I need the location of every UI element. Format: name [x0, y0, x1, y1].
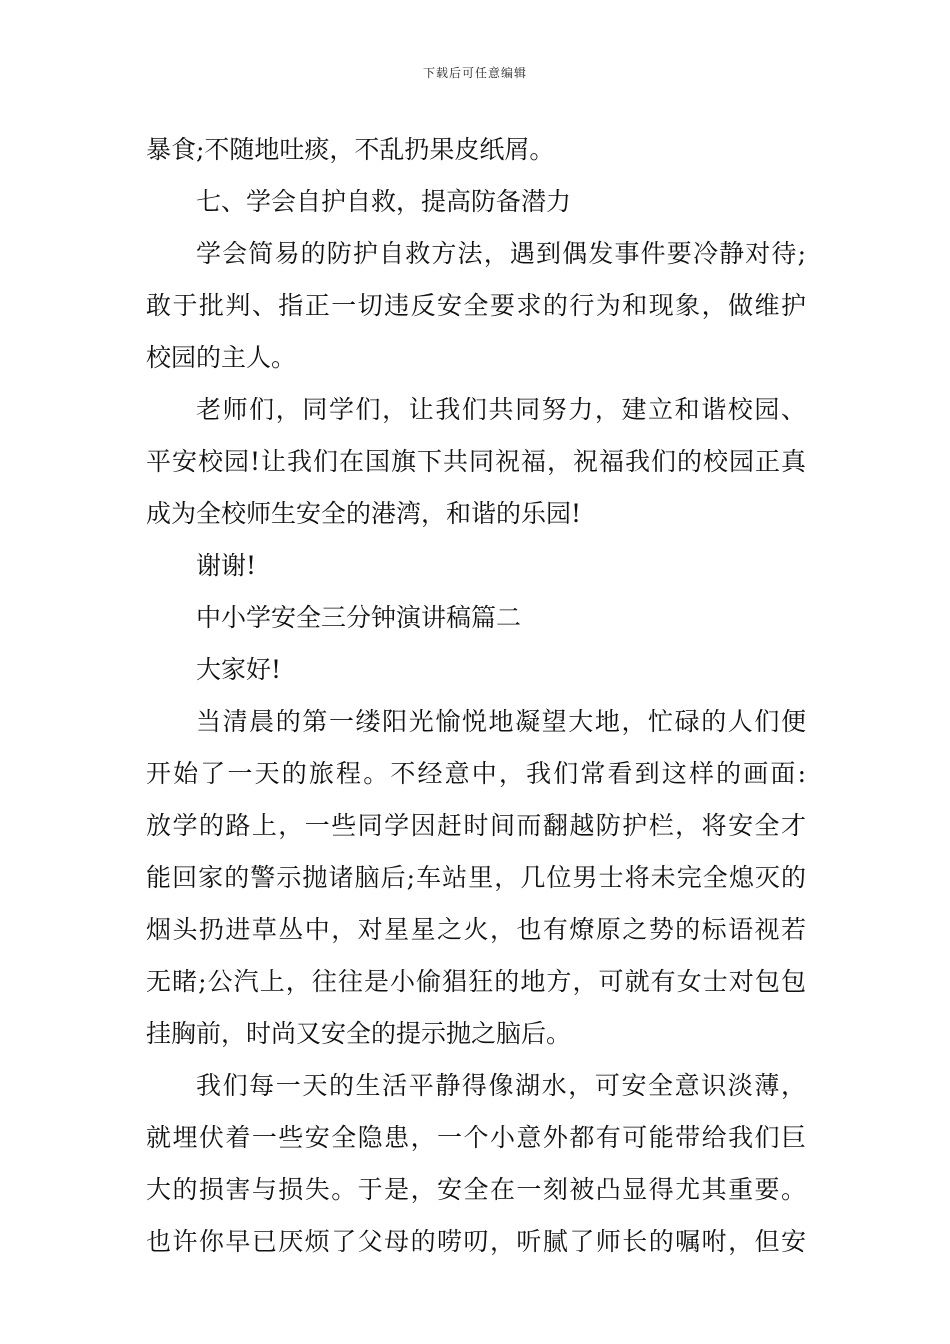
text-line: 我们每一天的生活平静得像湖水，可安全意识淡薄，	[196, 1071, 806, 1100]
text-line: 挂胸前，时尚又安全的提示抛之脑后。	[146, 1019, 572, 1048]
document-body	[146, 128, 806, 1272]
text-line: 当清晨的第一缕阳光愉悦地凝望大地，忙碌的人们便	[196, 707, 806, 736]
text-line: 也许你早已厌烦了父母的唠叨，听腻了师长的嘱咐，但安	[146, 1227, 806, 1256]
page-header-note: 下载后可任意编辑	[422, 66, 527, 80]
text-line: 七、学会自护自救，提高防备潜力	[196, 187, 572, 216]
text-line: 放学的路上，一些同学因赶时间而翻越防护栏，将安全才	[146, 811, 806, 840]
text-line: 谢谢!	[196, 551, 257, 580]
text-line: 暴食;不随地吐痰，不乱扔果皮纸屑。	[146, 135, 555, 164]
text-line: 中小学安全三分钟演讲稿篇二	[196, 603, 522, 632]
text-line: 平安校园!让我们在国旗下共同祝福，祝福我们的校园正真	[146, 447, 806, 476]
text-line: 老师们，同学们，让我们共同努力，建立和谐校园、	[196, 395, 806, 424]
text-line: 无睹;公汽上，往往是小偷猖狂的地方，可就有女士对包包	[146, 967, 806, 996]
text-line: 学会简易的防护自救方法，遇到偶发事件要冷静对待;	[196, 239, 806, 268]
text-line: 大的损害与损失。于是，安全在一刻被凸显得尤其重要。	[146, 1175, 806, 1204]
text-line: 开始了一天的旅程。不经意中，我们常看到这样的画面:	[146, 759, 806, 788]
text-line: 能回家的警示抛诸脑后;车站里，几位男士将未完全熄灭的	[146, 863, 806, 892]
text-line: 烟头扔进草丛中，对星星之火，也有燎原之势的标语视若	[146, 915, 806, 944]
text-line: 就埋伏着一些安全隐患，一个小意外都有可能带给我们巨	[146, 1123, 806, 1152]
text-line: 成为全校师生安全的港湾，和谐的乐园!	[146, 499, 582, 528]
text-line: 敢于批判、指正一切违反安全要求的行为和现象，做维护	[146, 291, 806, 320]
text-line: 校园的主人。	[146, 343, 297, 372]
text-line: 大家好!	[196, 655, 282, 684]
